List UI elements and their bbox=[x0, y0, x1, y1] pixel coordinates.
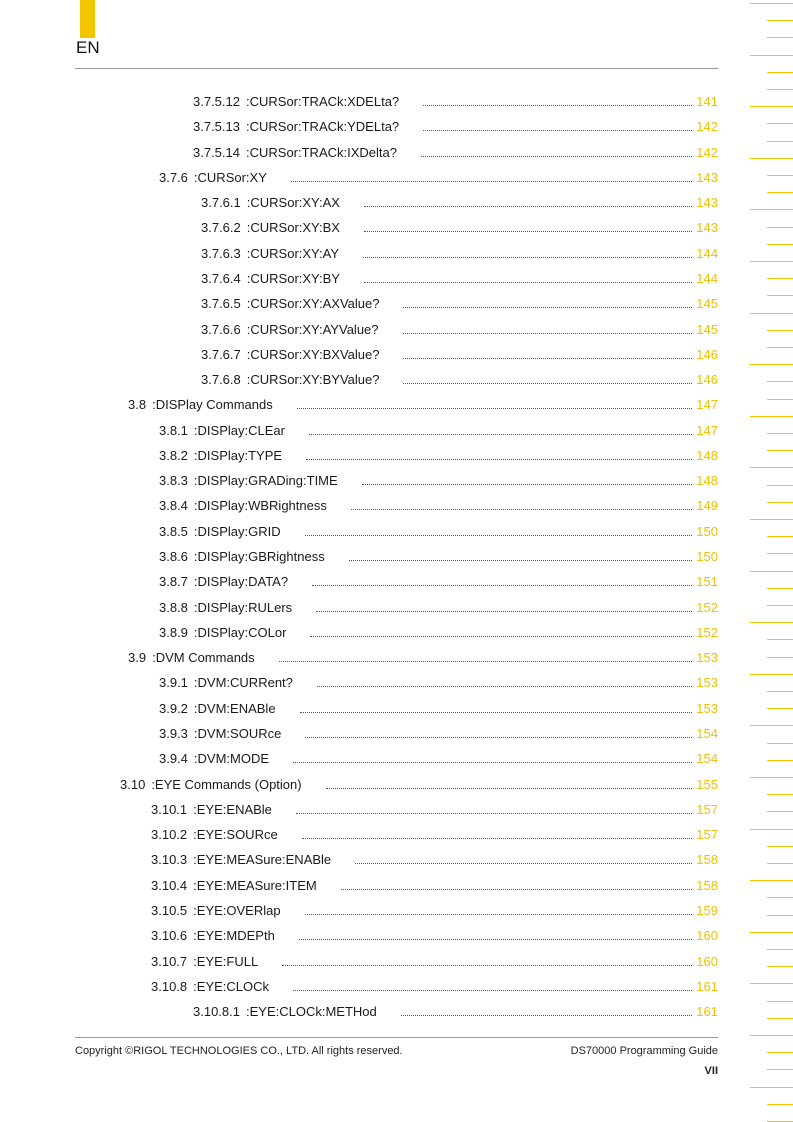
ruler-tick bbox=[767, 141, 793, 142]
toc-entry[interactable] bbox=[0, 1002, 718, 1022]
toc-title: :DVM:CURRent? bbox=[193, 675, 293, 691]
dot-leader bbox=[282, 965, 692, 966]
toc-number: 3.7.6.6 bbox=[201, 321, 241, 337]
ruler-tick bbox=[767, 20, 793, 21]
dot-leader bbox=[317, 686, 692, 687]
toc-entry[interactable] bbox=[0, 471, 718, 491]
toc-title: :EYE:CLOCk bbox=[193, 978, 270, 994]
toc-number: 3.8.3 bbox=[159, 473, 188, 489]
ruler-tick bbox=[767, 1018, 793, 1019]
ruler-tick bbox=[767, 708, 793, 709]
toc-number: 3.10.1 bbox=[151, 801, 188, 817]
ruler-tick bbox=[750, 1035, 793, 1036]
ruler-tick bbox=[767, 295, 793, 296]
toc-title: :CURSor:XY:AY bbox=[246, 245, 339, 261]
ruler-tick bbox=[750, 416, 793, 417]
ruler-tick bbox=[767, 399, 793, 400]
dot-leader bbox=[300, 712, 692, 713]
toc-title: :DISPlay:CLEar bbox=[193, 422, 285, 438]
dot-leader bbox=[355, 863, 692, 864]
toc-number: 3.8.1 bbox=[159, 422, 188, 438]
dot-leader bbox=[421, 156, 692, 157]
toc-entry[interactable] bbox=[0, 92, 718, 112]
toc-entry[interactable] bbox=[0, 395, 718, 415]
ruler-tick bbox=[767, 588, 793, 589]
toc-entry[interactable] bbox=[0, 623, 718, 643]
toc-entry[interactable] bbox=[0, 244, 718, 264]
toc-entry[interactable] bbox=[0, 952, 718, 972]
language-label: EN bbox=[76, 38, 100, 57]
toc-title: :DVM Commands bbox=[152, 650, 255, 666]
ruler-tick bbox=[767, 605, 793, 606]
toc-number: 3.7.6.8 bbox=[201, 372, 241, 388]
toc-page-link[interactable]: 150 bbox=[696, 549, 718, 565]
toc-page-link[interactable]: 157 bbox=[696, 801, 718, 817]
ruler-tick bbox=[750, 158, 793, 159]
toc-title: :DISPlay:DATA? bbox=[193, 574, 289, 590]
ruler-tick bbox=[767, 278, 793, 279]
ruler-tick bbox=[767, 743, 793, 744]
ruler-tick bbox=[750, 467, 793, 468]
toc-title: :EYE:MEASure:ENABle bbox=[193, 852, 332, 868]
toc-title: :DISPlay:GBRightness bbox=[193, 549, 325, 565]
footer-divider bbox=[75, 1037, 718, 1038]
ruler-tick bbox=[750, 3, 793, 4]
toc-title: :CURSor:XY bbox=[193, 169, 267, 185]
toc-title: :DISPlay:TYPE bbox=[193, 447, 283, 463]
toc-number: 3.7.6.3 bbox=[201, 245, 241, 261]
toc-page-link[interactable]: 146 bbox=[696, 372, 718, 388]
dot-leader bbox=[326, 788, 692, 789]
ruler-tick bbox=[750, 622, 793, 623]
copyright-text: Copyright ©RIGOL TECHNOLOGIES CO., LTD. All rights reserved. bbox=[75, 1045, 403, 1057]
dot-leader bbox=[403, 333, 692, 334]
dot-leader bbox=[364, 231, 692, 232]
ruler-tick bbox=[767, 657, 793, 658]
toc-page-link[interactable]: 160 bbox=[696, 953, 718, 969]
toc-entry[interactable] bbox=[0, 699, 718, 719]
toc-number: 3.10.5 bbox=[151, 902, 188, 918]
guide-title: DS70000 Programming Guide bbox=[570, 1045, 718, 1057]
toc-page-link[interactable]: 154 bbox=[696, 726, 718, 741]
ruler-tick bbox=[767, 433, 793, 434]
toc-entry[interactable] bbox=[0, 673, 718, 693]
toc-title: :CURSor:XY:BXValue? bbox=[246, 346, 380, 362]
toc-number: 3.8.4 bbox=[159, 498, 188, 514]
toc-entry[interactable] bbox=[0, 800, 718, 820]
toc-title: :DISPlay:GRADing:TIME bbox=[193, 473, 338, 489]
ruler-tick bbox=[767, 123, 793, 124]
toc-page-link[interactable]: 146 bbox=[696, 346, 718, 362]
toc-title: :CURSor:XY:AXValue? bbox=[246, 296, 380, 312]
dot-leader bbox=[341, 889, 692, 890]
dot-leader bbox=[364, 282, 692, 283]
toc-entry[interactable] bbox=[0, 572, 718, 592]
toc-page-link[interactable]: 161 bbox=[696, 978, 718, 994]
ruler-tick bbox=[767, 915, 793, 916]
toc-entry[interactable] bbox=[0, 876, 718, 896]
toc-page-link[interactable]: 153 bbox=[696, 675, 718, 691]
toc-page-link[interactable]: 159 bbox=[696, 902, 718, 918]
ruler-tick bbox=[767, 966, 793, 967]
dot-leader bbox=[305, 737, 692, 738]
toc-page-link[interactable]: 151 bbox=[696, 574, 718, 590]
toc-number: 3.9 bbox=[128, 650, 147, 666]
ruler-tick bbox=[750, 725, 793, 726]
toc-page-link[interactable]: 158 bbox=[696, 852, 718, 868]
dot-leader bbox=[309, 434, 692, 435]
toc-entry[interactable] bbox=[0, 901, 718, 921]
ruler-tick bbox=[767, 1052, 793, 1053]
toc-number: 3.8.9 bbox=[159, 624, 188, 640]
ruler-tick bbox=[767, 347, 793, 348]
toc-title: :CURSor:TRACk:YDELta? bbox=[246, 119, 400, 135]
dot-leader bbox=[293, 990, 692, 991]
toc-entry[interactable] bbox=[0, 547, 718, 567]
toc-number: 3.7.6.4 bbox=[201, 270, 241, 286]
toc-entry[interactable] bbox=[0, 850, 718, 870]
header-divider bbox=[75, 68, 718, 69]
toc-entry[interactable] bbox=[0, 749, 718, 769]
dot-leader bbox=[312, 585, 692, 586]
ruler-tick bbox=[750, 261, 793, 262]
ruler-tick bbox=[750, 829, 793, 830]
toc-entry[interactable] bbox=[0, 143, 718, 163]
dot-leader bbox=[401, 1015, 692, 1016]
toc-title: :EYE:SOURce bbox=[193, 827, 278, 843]
toc-title: :CURSor:XY:BX bbox=[246, 220, 340, 236]
toc-page-link[interactable]: 148 bbox=[696, 447, 718, 463]
toc-page-link[interactable]: 145 bbox=[696, 321, 718, 337]
ruler-tick bbox=[767, 1104, 793, 1105]
ruler-tick bbox=[767, 485, 793, 486]
dot-leader bbox=[316, 611, 692, 612]
toc-page-link[interactable]: 144 bbox=[696, 245, 718, 261]
toc-entry[interactable] bbox=[0, 496, 718, 516]
dot-leader bbox=[305, 535, 692, 536]
dot-leader bbox=[279, 661, 692, 662]
toc-title: :CURSor:XY:AX bbox=[246, 195, 340, 211]
toc-title: :DVM:SOURce bbox=[193, 726, 282, 741]
toc-page-link[interactable]: 148 bbox=[696, 473, 718, 489]
ruler-tick bbox=[767, 863, 793, 864]
toc-number: 3.8.7 bbox=[159, 574, 188, 590]
ruler-tick bbox=[767, 37, 793, 38]
toc-entry[interactable] bbox=[0, 269, 718, 289]
dot-leader bbox=[293, 762, 692, 763]
toc-number: 3.8.2 bbox=[159, 447, 188, 463]
toc-page-link[interactable]: 152 bbox=[696, 624, 718, 640]
toc-page-link[interactable]: 155 bbox=[696, 776, 718, 792]
ruler-tick bbox=[750, 313, 793, 314]
toc-entry[interactable] bbox=[0, 294, 718, 314]
dot-leader bbox=[351, 509, 692, 510]
toc-page-link[interactable]: 153 bbox=[696, 650, 718, 666]
toc-number: 3.10.7 bbox=[151, 953, 188, 969]
toc-title: :CURSor:XY:AYValue? bbox=[246, 321, 379, 337]
toc-entry[interactable] bbox=[0, 648, 718, 668]
ruler-tick bbox=[767, 244, 793, 245]
dot-leader bbox=[403, 383, 692, 384]
ruler-tick bbox=[750, 209, 793, 210]
toc-number: 3.7.6.7 bbox=[201, 346, 241, 362]
dot-leader bbox=[306, 459, 692, 460]
toc-entry[interactable] bbox=[0, 345, 718, 365]
ruler-tick bbox=[767, 846, 793, 847]
ruler-tick bbox=[767, 553, 793, 554]
ruler-tick bbox=[750, 519, 793, 520]
toc-number: 3.10 bbox=[120, 776, 146, 792]
toc-number: 3.8 bbox=[128, 397, 147, 413]
dot-leader bbox=[349, 560, 692, 561]
ruler-tick bbox=[767, 949, 793, 950]
ruler-tick bbox=[750, 55, 793, 56]
ruler-tick bbox=[767, 227, 793, 228]
toc-entry[interactable] bbox=[0, 724, 718, 744]
ruler-tick bbox=[750, 1087, 793, 1088]
toc-entry[interactable] bbox=[0, 117, 718, 137]
ruler-tick bbox=[750, 932, 793, 933]
ruler-tick bbox=[750, 106, 793, 107]
toc-page-link[interactable]: 160 bbox=[696, 928, 718, 944]
header-accent-tab bbox=[80, 0, 95, 38]
toc-entry[interactable] bbox=[0, 168, 718, 188]
toc-entry[interactable] bbox=[0, 522, 718, 542]
ruler-tick bbox=[767, 381, 793, 382]
toc-entry[interactable] bbox=[0, 446, 718, 466]
toc-number: 3.10.2 bbox=[151, 827, 188, 843]
dot-leader bbox=[403, 307, 692, 308]
toc-page-link[interactable]: 150 bbox=[696, 523, 718, 539]
toc-number: 3.9.2 bbox=[159, 700, 188, 716]
toc-title: :CURSor:XY:BYValue? bbox=[246, 372, 380, 388]
toc-page-link[interactable]: 147 bbox=[696, 397, 718, 413]
toc-page-link[interactable]: 154 bbox=[696, 751, 718, 767]
ruler-tick bbox=[750, 571, 793, 572]
dot-leader bbox=[403, 358, 692, 359]
toc-number: 3.7.5.14 bbox=[193, 144, 240, 160]
toc-page-link[interactable]: 145 bbox=[696, 296, 718, 312]
toc-number: 3.7.5.12 bbox=[193, 94, 240, 109]
toc-title: :EYE:MEASure:ITEM bbox=[193, 877, 317, 893]
ruler-tick bbox=[750, 777, 793, 778]
ruler-tick bbox=[767, 760, 793, 761]
toc-number: 3.9.1 bbox=[159, 675, 188, 691]
toc-entry[interactable] bbox=[0, 320, 718, 340]
toc-title: :CURSor:XY:BY bbox=[246, 270, 340, 286]
toc-entry[interactable] bbox=[0, 825, 718, 845]
toc-title: :EYE:ENABle bbox=[193, 801, 272, 817]
toc-entry[interactable] bbox=[0, 193, 718, 213]
ruler-tick bbox=[767, 450, 793, 451]
toc-number: 3.10.4 bbox=[151, 877, 188, 893]
ruler-tick bbox=[767, 794, 793, 795]
ruler-tick bbox=[767, 1001, 793, 1002]
ruler-tick bbox=[750, 674, 793, 675]
dot-leader bbox=[310, 636, 692, 637]
ruler-tick bbox=[750, 983, 793, 984]
dot-leader bbox=[363, 257, 692, 258]
toc-title: :EYE:MDEPth bbox=[193, 928, 275, 944]
toc-page-link[interactable]: 147 bbox=[696, 422, 718, 438]
toc-page-link[interactable]: 149 bbox=[696, 498, 718, 514]
ruler-tick bbox=[767, 639, 793, 640]
toc-page-link[interactable]: 141 bbox=[696, 94, 718, 109]
toc-number: 3.8.6 bbox=[159, 549, 188, 565]
toc-page-link[interactable]: 143 bbox=[696, 220, 718, 236]
ruler-tick bbox=[767, 1069, 793, 1070]
toc-page-link[interactable]: 142 bbox=[696, 144, 718, 160]
edge-index-ruler bbox=[750, 0, 793, 1122]
toc-page-link[interactable]: 143 bbox=[696, 169, 718, 185]
ruler-tick bbox=[767, 691, 793, 692]
toc-title: :CURSor:TRACk:IXDelta? bbox=[246, 144, 397, 160]
toc-number: 3.8.5 bbox=[159, 523, 188, 539]
dot-leader bbox=[305, 914, 692, 915]
ruler-tick bbox=[767, 175, 793, 176]
toc-page-link[interactable]: 161 bbox=[696, 1004, 718, 1020]
ruler-tick bbox=[750, 364, 793, 365]
toc-number: 3.7.6.1 bbox=[201, 195, 241, 211]
ruler-tick bbox=[767, 330, 793, 331]
ruler-tick bbox=[767, 72, 793, 73]
toc-title: :EYE:OVERlap bbox=[193, 902, 281, 918]
ruler-tick bbox=[767, 502, 793, 503]
toc-page-link[interactable]: 157 bbox=[696, 827, 718, 843]
dot-leader bbox=[423, 130, 692, 131]
toc-page-link[interactable]: 143 bbox=[696, 195, 718, 211]
toc-title: :DISPlay:WBRightness bbox=[193, 498, 327, 514]
toc-title: :EYE:CLOCk:METHod bbox=[246, 1004, 377, 1020]
toc-page-link[interactable]: 158 bbox=[696, 877, 718, 893]
toc-page-link[interactable]: 153 bbox=[696, 700, 718, 716]
dot-leader bbox=[297, 408, 692, 409]
toc-entry[interactable] bbox=[0, 775, 718, 795]
ruler-tick bbox=[767, 192, 793, 193]
ruler-tick bbox=[767, 536, 793, 537]
dot-leader bbox=[299, 939, 692, 940]
toc-title: :DVM:ENABle bbox=[193, 700, 276, 716]
ruler-tick bbox=[767, 89, 793, 90]
toc-title: :EYE Commands (Option) bbox=[151, 776, 302, 792]
toc-entry[interactable] bbox=[0, 421, 718, 441]
toc-entry[interactable] bbox=[0, 977, 718, 997]
toc-page-link[interactable]: 142 bbox=[696, 119, 718, 135]
ruler-tick bbox=[767, 897, 793, 898]
toc-number: 3.7.5.13 bbox=[193, 119, 240, 135]
toc-number: 3.9.4 bbox=[159, 751, 188, 767]
dot-leader bbox=[302, 838, 692, 839]
toc-page-link[interactable]: 152 bbox=[696, 599, 718, 615]
ruler-tick bbox=[750, 880, 793, 881]
toc-number: 3.8.8 bbox=[159, 599, 188, 615]
dot-leader bbox=[291, 181, 692, 182]
toc-number: 3.7.6.5 bbox=[201, 296, 241, 312]
ruler-tick bbox=[767, 811, 793, 812]
dot-leader bbox=[423, 105, 692, 106]
toc-title: :DISPlay:RULers bbox=[193, 599, 293, 615]
dot-leader bbox=[364, 206, 692, 207]
toc-number: 3.10.6 bbox=[151, 928, 188, 944]
toc-title: :CURSor:TRACk:XDELta? bbox=[246, 94, 400, 109]
toc-entry[interactable] bbox=[0, 370, 718, 390]
toc-title: :EYE:FULL bbox=[193, 953, 259, 969]
toc-number: 3.7.6 bbox=[159, 169, 188, 185]
toc-title: :DISPlay:GRID bbox=[193, 523, 281, 539]
toc-number: 3.9.3 bbox=[159, 726, 188, 741]
toc-number: 3.10.3 bbox=[151, 852, 188, 868]
toc-entry[interactable] bbox=[0, 218, 718, 238]
dot-leader bbox=[362, 484, 692, 485]
toc-entry[interactable] bbox=[0, 926, 718, 946]
page-number: VII bbox=[704, 1065, 718, 1077]
toc-title: :DISPlay Commands bbox=[152, 397, 273, 413]
dot-leader bbox=[296, 813, 692, 814]
toc-title: :DISPlay:COLor bbox=[193, 624, 287, 640]
toc-title: :DVM:MODE bbox=[193, 751, 270, 767]
toc-number: 3.10.8 bbox=[151, 978, 188, 994]
toc-page-link[interactable]: 144 bbox=[696, 270, 718, 286]
toc-number: 3.7.6.2 bbox=[201, 220, 241, 236]
toc-number: 3.10.8.1 bbox=[193, 1004, 240, 1020]
toc-entry[interactable] bbox=[0, 598, 718, 618]
